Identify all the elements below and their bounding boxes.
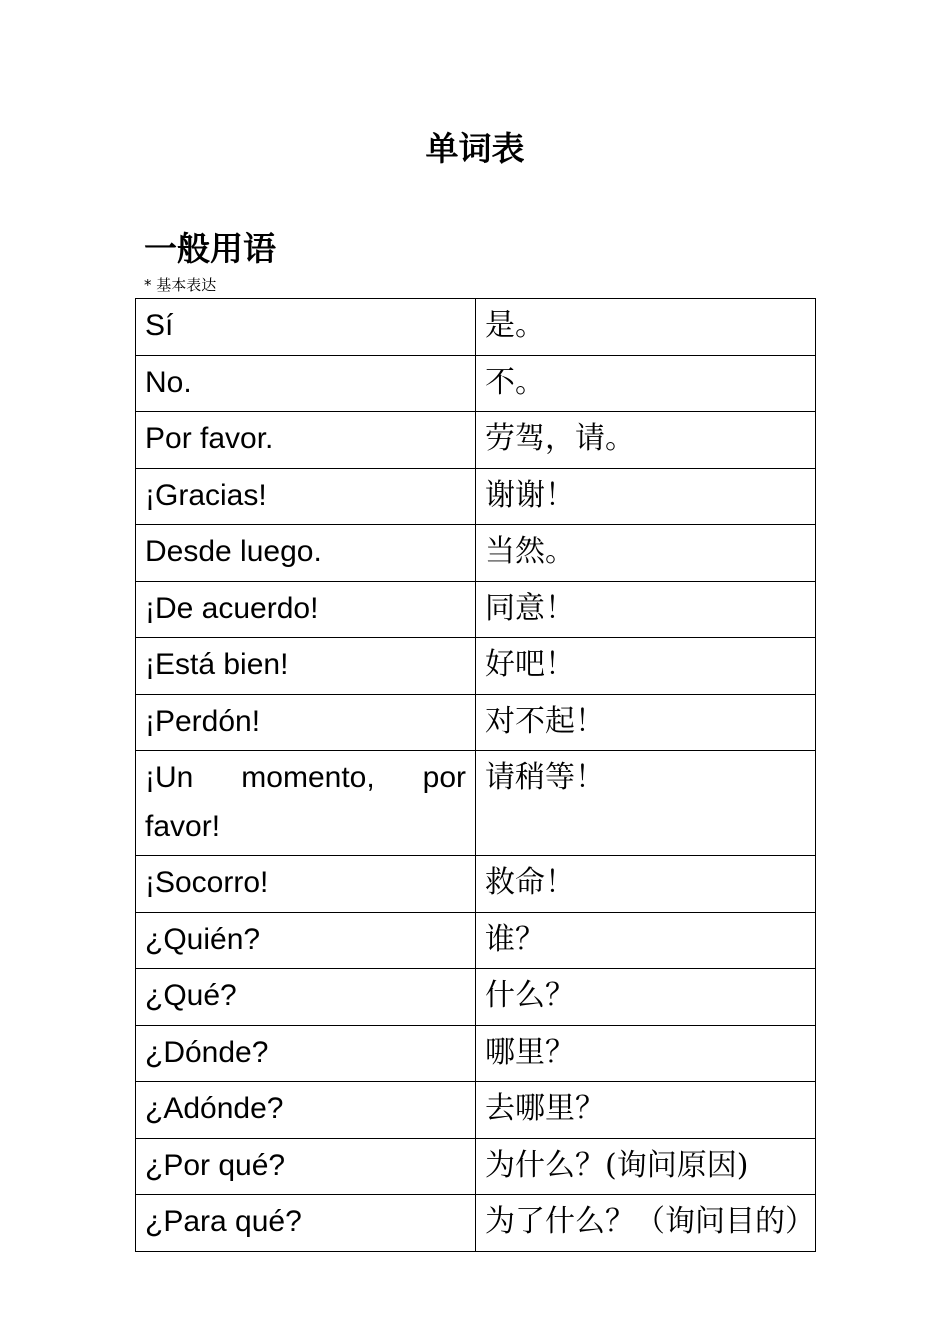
spanish-phrase: ¿Para qué? <box>136 1195 476 1252</box>
spanish-phrase: ¿Adónde? <box>136 1082 476 1139</box>
table-row <box>136 1138 816 1195</box>
chinese-translation: 谢谢！ <box>476 468 816 525</box>
chinese-translation: 同意！ <box>476 581 816 638</box>
spanish-phrase: ¿Quién? <box>136 912 476 969</box>
chinese-translation: 当然。 <box>476 525 816 582</box>
chinese-translation: 去哪里？ <box>476 1082 816 1139</box>
section-note: * 基本表达 <box>144 276 217 294</box>
spanish-phrase: Por favor. <box>136 412 476 469</box>
vocabulary-table-body <box>136 299 816 1252</box>
spanish-phrase: ¿Dónde? <box>136 1025 476 1082</box>
spanish-phrase: Sí <box>136 299 476 356</box>
spanish-phrase: ¡Está bien! <box>136 638 476 695</box>
chinese-translation: 谁？ <box>476 912 816 969</box>
table-row <box>136 299 816 356</box>
table-row <box>136 525 816 582</box>
table-row <box>136 694 816 751</box>
spanish-phrase: ¡Socorro! <box>136 856 476 913</box>
table-row <box>136 1195 816 1252</box>
spanish-phrase: ¡Perdón! <box>136 694 476 751</box>
table-row <box>136 1082 816 1139</box>
spanish-phrase: Desde luego. <box>136 525 476 582</box>
chinese-translation: 为什么？(询问原因) <box>476 1138 816 1195</box>
chinese-translation: 劳驾，请。 <box>476 412 816 469</box>
table-row <box>136 581 816 638</box>
section-title: 一般用语 <box>144 229 276 268</box>
spanish-phrase: No. <box>136 355 476 412</box>
vocabulary-table <box>135 298 816 1252</box>
spanish-phrase: ¡Gracias! <box>136 468 476 525</box>
spanish-phrase: ¡Un momento, por favor! <box>136 751 476 856</box>
table-row <box>136 1025 816 1082</box>
chinese-translation: 为了什么？（询问目的） <box>476 1195 816 1252</box>
table-row <box>136 468 816 525</box>
page-title: 单词表 <box>425 129 525 168</box>
table-row <box>136 912 816 969</box>
spanish-phrase: ¿Qué? <box>136 969 476 1026</box>
table-row <box>136 638 816 695</box>
table-row <box>136 751 816 856</box>
chinese-translation: 对不起！ <box>476 694 816 751</box>
chinese-translation: 不。 <box>476 355 816 412</box>
table-row <box>136 412 816 469</box>
chinese-translation: 哪里？ <box>476 1025 816 1082</box>
spanish-phrase: ¡De acuerdo! <box>136 581 476 638</box>
table-row <box>136 856 816 913</box>
chinese-translation: 是。 <box>476 299 816 356</box>
spanish-phrase: ¿Por qué? <box>136 1138 476 1195</box>
chinese-translation: 救命！ <box>476 856 816 913</box>
chinese-translation: 请稍等！ <box>476 751 816 856</box>
chinese-translation: 什么？ <box>476 969 816 1026</box>
table-row <box>136 969 816 1026</box>
table-row <box>136 355 816 412</box>
chinese-translation: 好吧！ <box>476 638 816 695</box>
